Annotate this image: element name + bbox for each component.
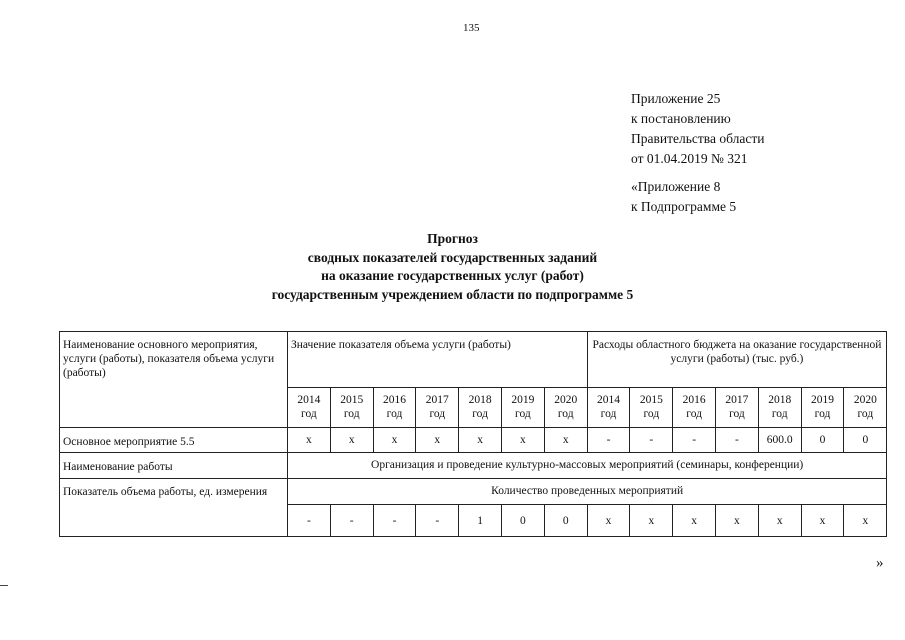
year-header-cell xyxy=(801,388,844,428)
year-suffix: год xyxy=(729,408,745,420)
year-header-cell xyxy=(373,388,416,428)
appendix-line: «Приложение 8 xyxy=(631,179,721,194)
forecast-table xyxy=(59,331,887,537)
year-header-cell xyxy=(459,388,502,428)
year-suffix: год xyxy=(771,408,788,420)
year-suffix: год xyxy=(429,408,446,420)
table-cell: 600.0 xyxy=(758,428,801,453)
year-header-cell xyxy=(673,388,716,428)
appendix-line: от 01.04.2019 № 321 xyxy=(631,151,748,166)
year-suffix: год xyxy=(557,408,574,420)
year-header-cell xyxy=(587,388,630,428)
table-cell: x xyxy=(801,505,844,537)
row-label: Показатель объема работы, ед. измерения xyxy=(60,479,288,537)
table-cell: 0 xyxy=(801,428,844,453)
title-line: сводных показателей государственных заданий xyxy=(307,249,598,265)
year-suffix: год xyxy=(600,408,617,420)
appendix-block-2 xyxy=(631,177,736,217)
year-header-cell xyxy=(630,388,673,428)
row-label: Основное мероприятие 5.5 xyxy=(60,428,288,453)
year-header-cell xyxy=(288,388,331,428)
table-cell: 0 xyxy=(501,505,544,537)
work-name-value: Организация и проведение культурно-массовых мероприятий (семинары, конференции) xyxy=(288,453,887,479)
table-cell: x xyxy=(716,505,759,537)
table-row-indicator xyxy=(60,479,887,505)
table-cell: - xyxy=(373,505,416,537)
year-suffix: год xyxy=(857,408,874,420)
table-cell: x xyxy=(673,505,716,537)
page-number: 135 xyxy=(463,22,480,34)
year-value: 2018 xyxy=(768,394,792,406)
year-value: 2017 xyxy=(425,394,449,406)
year-value: 2019 xyxy=(811,394,834,406)
table-cell: x xyxy=(288,428,331,453)
table-cell: - xyxy=(630,428,673,453)
table-row-main-event xyxy=(60,428,887,453)
year-suffix: год xyxy=(472,408,488,420)
table-cell: x xyxy=(758,505,801,537)
row-label: Наименование работы xyxy=(60,453,288,479)
title-line: государственным учреждением области по подпрограмме 5 xyxy=(271,286,634,302)
year-value: 2015 xyxy=(340,394,364,406)
year-value: 2018 xyxy=(468,394,492,406)
year-value: 2019 xyxy=(511,394,535,406)
year-value: 2016 xyxy=(382,394,406,406)
title-line: на оказание государственных услуг (работ) xyxy=(321,268,584,283)
table-cell: x xyxy=(587,505,630,537)
year-header-cell xyxy=(544,388,587,428)
table-row-work-name xyxy=(60,453,887,479)
table-cell: 1 xyxy=(459,505,502,537)
table-cell: x xyxy=(630,505,673,537)
year-value: 2020 xyxy=(853,394,877,406)
margin-mark xyxy=(0,585,8,586)
appendix-block xyxy=(631,89,764,169)
closing-quote: » xyxy=(876,555,884,571)
document-title xyxy=(180,230,725,304)
year-value: 2017 xyxy=(725,394,749,406)
table-cell: - xyxy=(288,505,331,537)
group-volume-header: Значение показателя объема услуги (работы) xyxy=(288,332,588,388)
year-header-cell xyxy=(330,388,373,428)
year-value: 2014 xyxy=(597,394,621,406)
indicator-value: Количество проведенных мероприятий xyxy=(288,479,887,505)
appendix-line: Приложение 25 xyxy=(631,91,721,106)
year-header-cell xyxy=(758,388,801,428)
year-suffix: год xyxy=(515,408,531,420)
year-suffix: год xyxy=(643,408,660,420)
year-header-cell xyxy=(844,388,887,428)
year-header-cell xyxy=(501,388,544,428)
table-cell: x xyxy=(373,428,416,453)
year-suffix: год xyxy=(814,408,831,420)
table-cell: x xyxy=(544,428,587,453)
appendix-line: к Подпрограмме 5 xyxy=(631,199,737,214)
year-header-cell xyxy=(416,388,459,428)
year-suffix: год xyxy=(386,408,403,420)
group-budget-header: Расходы областного бюджета на оказание государственной услуги (работы) (тыс. руб.) xyxy=(587,332,887,388)
year-suffix: год xyxy=(686,408,702,420)
table-cell: 0 xyxy=(544,505,587,537)
table-cell: - xyxy=(716,428,759,453)
table-cell: 0 xyxy=(844,428,887,453)
col-name-header: Наименование основного мероприятия, услуги (работы), показателя объема услуги (работы) xyxy=(60,332,288,428)
table-cell: x xyxy=(330,428,373,453)
table-cell: x xyxy=(416,428,459,453)
table-cell: x xyxy=(844,505,887,537)
appendix-line: Правительства области xyxy=(631,131,765,146)
table-cell: - xyxy=(416,505,459,537)
table-cell: - xyxy=(330,505,373,537)
year-value: 2020 xyxy=(554,394,578,406)
year-value: 2015 xyxy=(639,394,663,406)
table-cell: - xyxy=(587,428,630,453)
appendix-line: к постановлению xyxy=(631,111,731,126)
title-line: Прогноз xyxy=(427,231,478,246)
table-cell: x xyxy=(501,428,544,453)
year-suffix: год xyxy=(343,408,360,420)
year-value: 2014 xyxy=(297,394,321,406)
year-value: 2016 xyxy=(682,394,706,406)
table-cell: x xyxy=(459,428,502,453)
year-header-cell xyxy=(716,388,759,428)
table-cell: - xyxy=(673,428,716,453)
year-suffix: год xyxy=(301,408,317,420)
